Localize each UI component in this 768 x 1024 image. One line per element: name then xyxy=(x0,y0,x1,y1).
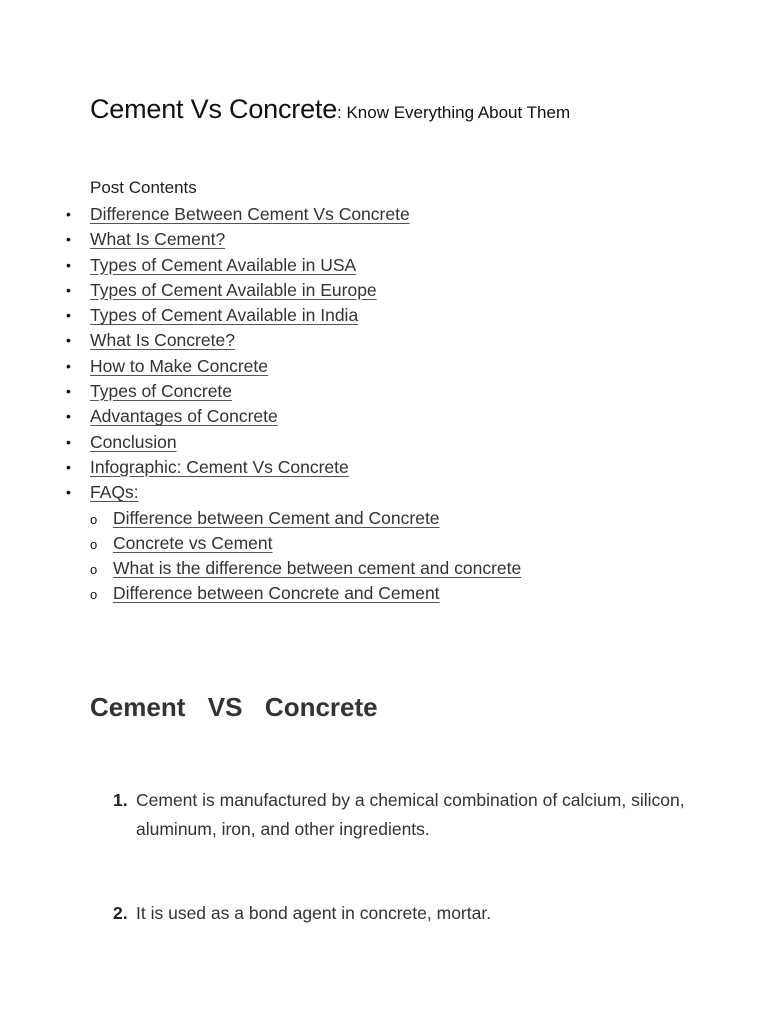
bullet-icon: • xyxy=(66,332,71,349)
toc-item xyxy=(66,328,521,353)
toc-link-what-is-concrete[interactable]: What Is Concrete? xyxy=(90,330,235,351)
toc-item xyxy=(66,227,521,252)
toc-item xyxy=(66,278,521,303)
toc-item xyxy=(66,354,521,379)
faq-link-2[interactable]: Concrete vs Cement xyxy=(113,532,273,553)
toc-item xyxy=(66,455,521,480)
circle-bullet-icon: o xyxy=(90,511,98,527)
toc-link-infographic[interactable]: Infographic: Cement Vs Concrete xyxy=(90,456,349,477)
bullet-icon: • xyxy=(66,256,71,273)
toc-heading: Post Contents xyxy=(90,178,197,197)
point-text: It is used as a bond agent in concrete, mortar. xyxy=(136,903,492,923)
toc-item xyxy=(66,404,521,429)
faq-sublist xyxy=(90,506,521,607)
bullet-icon: • xyxy=(66,484,71,501)
toc-link-types-concrete[interactable]: Types of Concrete xyxy=(90,381,233,402)
toc-link-advantages[interactable]: Advantages of Concrete xyxy=(90,406,278,427)
toc-link-cement-usa[interactable]: Types of Cement Available in USA xyxy=(90,254,357,275)
numbered-point xyxy=(113,899,713,928)
circle-bullet-icon: o xyxy=(90,536,98,552)
faq-link-1[interactable]: Difference between Cement and Concrete xyxy=(113,507,440,528)
toc-link-cement-india[interactable]: Types of Cement Available in India xyxy=(90,305,359,326)
toc-item xyxy=(66,480,521,505)
point-number: 2. xyxy=(113,903,128,923)
faq-item xyxy=(90,556,522,581)
point-text: Cement is manufactured by a chemical combination of calcium, silicon, aluminum, iron, and other ingredients. xyxy=(136,790,685,839)
faq-item xyxy=(90,531,521,556)
bullet-icon: • xyxy=(66,408,71,425)
toc-link-cement-europe[interactable]: Types of Cement Available in Europe xyxy=(90,279,377,300)
toc-link-difference[interactable]: Difference Between Cement Vs Concrete xyxy=(90,204,410,224)
toc-item xyxy=(66,253,521,278)
toc-faq-group xyxy=(90,506,521,607)
page-title xyxy=(90,94,570,125)
section-heading: Cement VS Concrete xyxy=(90,692,378,722)
toc-link-faqs[interactable]: FAQs: xyxy=(90,482,139,503)
title-subtitle: : Know Everything About Them xyxy=(337,103,571,122)
table-of-contents xyxy=(66,202,522,607)
toc-link-what-is-cement[interactable]: What Is Cement? xyxy=(90,229,226,250)
bullet-icon: • xyxy=(66,458,71,475)
faq-link-4[interactable]: Difference between Concrete and Cement xyxy=(113,583,440,604)
bullet-icon: • xyxy=(66,307,71,324)
numbered-point xyxy=(113,786,713,844)
faq-link-3[interactable]: What is the difference between cement and concrete xyxy=(113,558,522,579)
bullet-icon: • xyxy=(66,357,71,374)
bullet-icon: • xyxy=(66,433,71,450)
faq-item xyxy=(90,506,521,531)
toc-item xyxy=(66,379,521,404)
bullet-icon: • xyxy=(66,281,71,298)
toc-link-conclusion[interactable]: Conclusion xyxy=(90,431,177,452)
circle-bullet-icon: o xyxy=(90,587,98,603)
faq-item xyxy=(90,581,521,606)
circle-bullet-icon: o xyxy=(90,562,98,578)
toc-item xyxy=(66,202,521,227)
bullet-icon: • xyxy=(66,383,71,400)
bullet-icon: • xyxy=(66,231,71,248)
toc-link-make-concrete[interactable]: How to Make Concrete xyxy=(90,355,268,376)
bullet-icon: • xyxy=(66,206,71,222)
title-main: Cement Vs Concrete xyxy=(90,94,338,124)
point-number: 1. xyxy=(113,790,128,810)
toc-item xyxy=(66,303,521,328)
toc-item xyxy=(66,430,521,455)
